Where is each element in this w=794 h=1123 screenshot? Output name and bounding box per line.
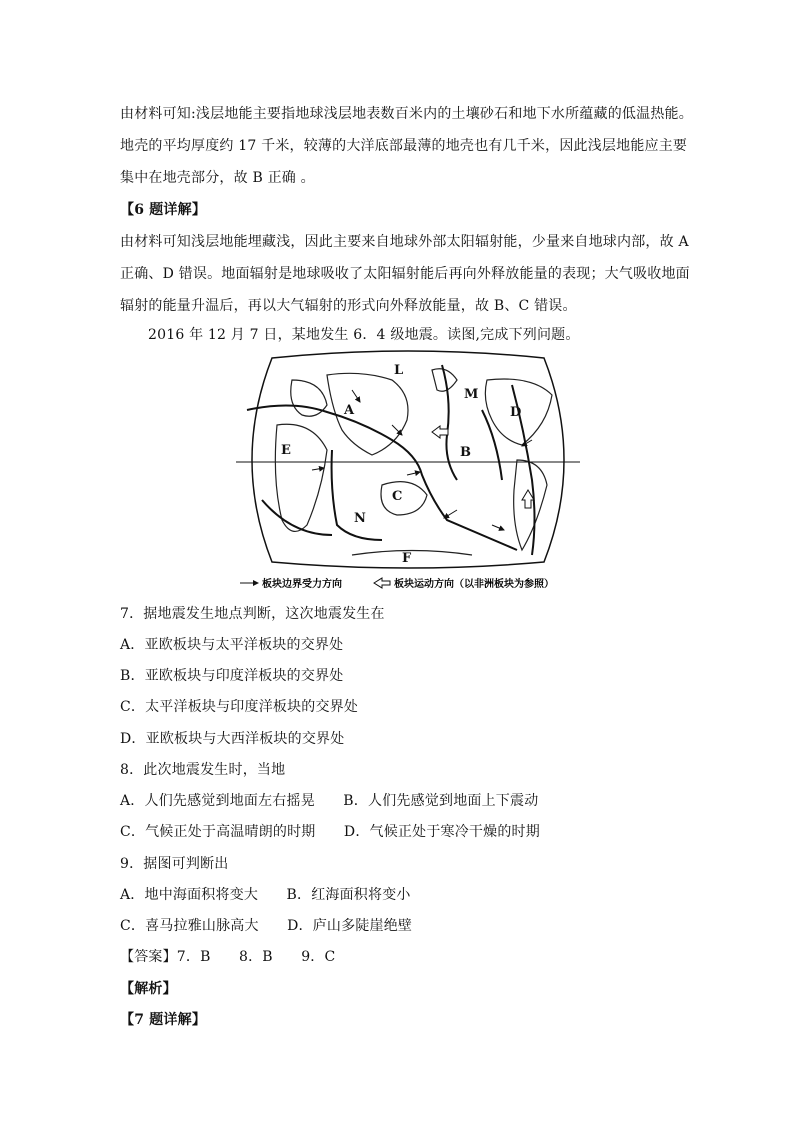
question-8: 8．此次地震发生时，当地 <box>120 762 286 778</box>
para-3: 集中在地壳部分，故 B 正确 。 <box>120 170 315 186</box>
question-9: 9．据图可判断出 <box>120 856 229 872</box>
para-4: 由材料可知浅层地能埋藏浅，因此主要来自地球外部太阳辐射能，少量来自地球内部，故 A <box>120 234 689 250</box>
q7-option-b: B．亚欧板块与印度洋板块的交界处 <box>120 668 344 684</box>
map-label-c: C <box>392 489 403 504</box>
q9-options-cd: C．喜马拉雅山脉高大 D．庐山多陡崖绝壁 <box>120 918 413 934</box>
map-label-m: M <box>464 387 479 402</box>
map-label-f: F <box>402 551 412 566</box>
heading-q6-detail: 【6 题详解】 <box>120 202 207 218</box>
plate-map-figure <box>232 350 584 595</box>
q7-option-a: A．亚欧板块与太平洋板块的交界处 <box>120 637 344 653</box>
q8-options-ab: A．人们先感觉到地面左右摇晃 B．人们先感觉到地面上下震动 <box>120 793 539 809</box>
map-label-n: N <box>354 511 366 526</box>
map-label-e: E <box>281 443 291 458</box>
q8-options-cd: C．气候正处于高温晴朗的时期 D．气候正处于寒冷干燥的时期 <box>120 824 540 840</box>
map-legend <box>240 577 554 590</box>
question-intro: 2016 年 12 月 7 日，某地发生 6．4 级地震。读图,完成下列问题。 <box>148 327 580 343</box>
legend-force-label: 板块边界受力方向 <box>262 579 342 590</box>
q7-option-d: D．亚欧板块与大西洋板块的交界处 <box>120 731 345 747</box>
para-5: 正确、D 错误。地面辐射是地球吸收了太阳辐射能后再向外释放能量的表现；大气吸收地面 <box>120 266 690 282</box>
q9-options-ab: A．地中海面积将变大 B．红海面积将变小 <box>120 887 411 903</box>
map-label-l: L <box>394 363 404 378</box>
para-1: 由材料可知:浅层地能主要指地球浅层地表数百米内的土壤砂石和地下水所蕴藏的低温热能。 <box>120 106 693 122</box>
map-label-a: A <box>344 403 355 418</box>
map-label-b: B <box>460 445 471 460</box>
question-7: 7．据地震发生地点判断，这次地震发生在 <box>120 606 385 622</box>
heading-q7-detail: 【7 题详解】 <box>120 1012 207 1028</box>
q7-option-c: C．太平洋板块与印度洋板块的交界处 <box>120 699 359 715</box>
map-label-d: D <box>510 405 522 420</box>
para-6: 辐射的能量升温后，再以大气辐射的形式向外释放能量，故 B、C 错误。 <box>120 298 577 314</box>
para-2: 地壳的平均厚度约 17 千米，较薄的大洋底部最薄的地壳也有几千米，因此浅层地能应主要 <box>120 138 688 154</box>
answer-line: 【答案】7．B 8．B 9．C <box>120 949 336 965</box>
legend-motion-label: 板块运动方向（以非洲板块为参照） <box>394 579 554 590</box>
analysis-heading: 【解析】 <box>120 981 177 997</box>
